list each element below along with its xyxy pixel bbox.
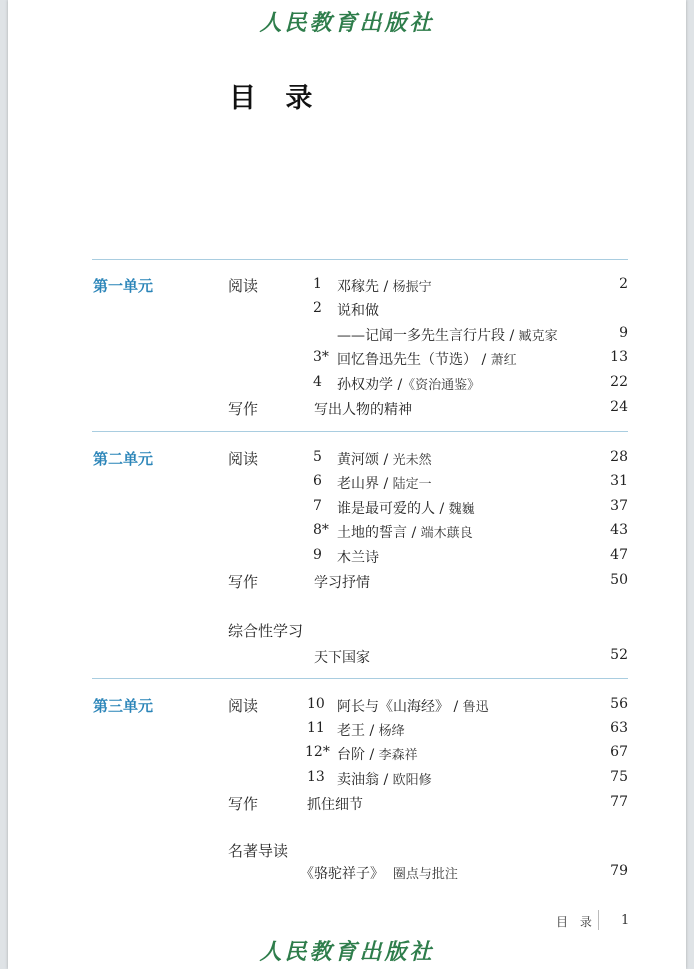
toc-entry[interactable]: ——记闻一多先生言行片段 / 臧克家 9	[337, 325, 628, 344]
lesson-author: 臧克家	[518, 329, 558, 344]
lesson-subtitle: ——记闻一多先生言行片段	[337, 328, 505, 344]
lesson-title: 台阶	[337, 747, 365, 763]
toc-entry[interactable]	[0, 300, 694, 322]
publisher-logo-bottom: 人民教育出版社	[259, 939, 435, 965]
lesson-number: 3*	[313, 349, 329, 365]
lesson-title: 土地的誓言	[337, 525, 407, 541]
page-number: 9	[619, 325, 628, 341]
unit-divider	[92, 259, 628, 260]
page-number: 43	[610, 522, 628, 538]
toc-entry[interactable]: 6 老山界 / 陆定一 31	[313, 473, 628, 492]
classic-title: 《骆驼祥子》	[300, 866, 384, 882]
writing-title: 写出人物的精神	[314, 402, 412, 418]
lesson-author: 杨振宁	[392, 280, 432, 295]
category-reading: 阅读	[228, 697, 259, 715]
lesson-title: 孙权劝学	[337, 377, 393, 393]
page-number: 63	[610, 720, 628, 736]
lesson-title: 黄河颂	[337, 452, 379, 468]
lesson-title: 回忆鲁迅先生（节选）	[337, 352, 477, 368]
unit-divider	[92, 678, 628, 679]
toc-entry[interactable]	[0, 572, 694, 594]
lesson-title: 邓稼先	[337, 279, 379, 295]
unit-divider	[92, 431, 628, 432]
page-number: 50	[610, 572, 628, 588]
category-writing: 写作	[228, 573, 259, 591]
category-comprehensive: 综合性学习	[228, 622, 304, 640]
page-number: 13	[610, 349, 628, 365]
lesson-number: 10	[307, 696, 325, 712]
category-writing: 写作	[228, 795, 259, 813]
unit-label: 第一单元	[93, 277, 154, 295]
category-reading: 阅读	[228, 277, 259, 295]
page-number: 79	[610, 863, 628, 879]
category-classics: 名著导读	[228, 842, 289, 860]
lesson-author: 陆定一	[392, 477, 432, 492]
lesson-author: 端木蕻良	[420, 526, 473, 541]
toc-entry[interactable]	[0, 399, 694, 421]
publisher-logo-top: 人民教育出版社	[259, 10, 435, 36]
toc-entry[interactable]: 8* 土地的誓言 / 端木蕻良 43	[313, 522, 628, 541]
unit-label: 第三单元	[93, 697, 154, 715]
lesson-author: 杨绛	[378, 724, 405, 739]
page-number: 67	[610, 744, 628, 760]
lesson-number: 13	[307, 769, 325, 785]
toc-entry[interactable]: 13 卖油翁 / 欧阳修 75	[307, 769, 628, 788]
unit-label: 第二单元	[93, 450, 154, 468]
toc-entry[interactable]	[0, 794, 694, 816]
lesson-title: 说和做	[337, 303, 379, 319]
lesson-title: 谁是最可爱的人	[337, 501, 435, 517]
page-title: 目 录	[229, 83, 323, 114]
lesson-author: 李森祥	[378, 748, 418, 763]
lesson-author: 魏巍	[448, 502, 475, 517]
lesson-author: 萧红	[490, 353, 517, 368]
toc-entry[interactable]: 5 黄河颂 / 光未然 28	[313, 449, 628, 468]
category-writing: 写作	[228, 400, 259, 418]
writing-title: 抓住细节	[307, 797, 363, 813]
page-number: 52	[610, 647, 628, 663]
lesson-author: 鲁迅	[462, 700, 489, 715]
page-number: 56	[610, 696, 628, 712]
classic-topic: 圈点与批注	[392, 867, 458, 882]
toc-entry[interactable]: 3* 回忆鲁迅先生（节选） / 萧红 13	[313, 349, 628, 368]
page-number: 77	[610, 794, 628, 810]
footer-page-number: 1	[621, 913, 630, 928]
lesson-title: 老山界	[337, 476, 379, 492]
toc-entry[interactable]: 4 孙权劝学 /《资治通鉴》 22	[313, 374, 628, 393]
page-number: 2	[619, 276, 628, 292]
lesson-author: 《资治通鉴》	[402, 378, 481, 393]
lesson-number: 8*	[313, 522, 329, 538]
page-number: 75	[610, 769, 628, 785]
category-reading: 阅读	[228, 450, 259, 468]
lesson-author: 欧阳修	[392, 773, 432, 788]
page-number: 28	[610, 449, 628, 465]
writing-title: 学习抒情	[314, 575, 370, 591]
lesson-number: 1	[313, 276, 322, 292]
page-number: 22	[610, 374, 628, 390]
lesson-title: 木兰诗	[337, 550, 379, 566]
footer-label: 目 录	[556, 915, 596, 929]
lesson-number: 5	[313, 449, 322, 465]
toc-entry[interactable]	[0, 647, 694, 669]
page-number: 31	[610, 473, 628, 489]
page-number: 47	[610, 547, 628, 563]
toc-entry[interactable]: 1 邓稼先 / 杨振宁 2	[313, 276, 628, 295]
lesson-author: 光未然	[392, 453, 432, 468]
lesson-number: 11	[307, 720, 325, 736]
toc-entry[interactable]	[0, 863, 694, 885]
lesson-number: 6	[313, 473, 322, 489]
page-number: 24	[610, 399, 628, 415]
toc-entry[interactable]	[0, 547, 694, 569]
lesson-number: 7	[313, 498, 322, 514]
lesson-number: 4	[313, 374, 322, 390]
lesson-title: 卖油翁	[337, 772, 379, 788]
lesson-title: 老王	[337, 723, 365, 739]
lesson-number: 9	[313, 547, 322, 563]
toc-entry[interactable]: 10 阿长与《山海经》 / 鲁迅 56	[307, 696, 628, 715]
lesson-number: 2	[313, 300, 322, 316]
comprehensive-title: 天下国家	[314, 650, 370, 666]
toc-entry[interactable]: 12* 台阶 / 李森祥 67	[305, 744, 628, 763]
toc-entry[interactable]: 7 谁是最可爱的人 / 魏巍 37	[313, 498, 628, 517]
toc-entry[interactable]: 11 老王 / 杨绛 63	[307, 720, 628, 739]
lesson-title: 阿长与《山海经》	[337, 699, 449, 715]
lesson-number: 12*	[305, 744, 330, 760]
page-number: 37	[610, 498, 628, 514]
footer-divider	[598, 910, 599, 930]
